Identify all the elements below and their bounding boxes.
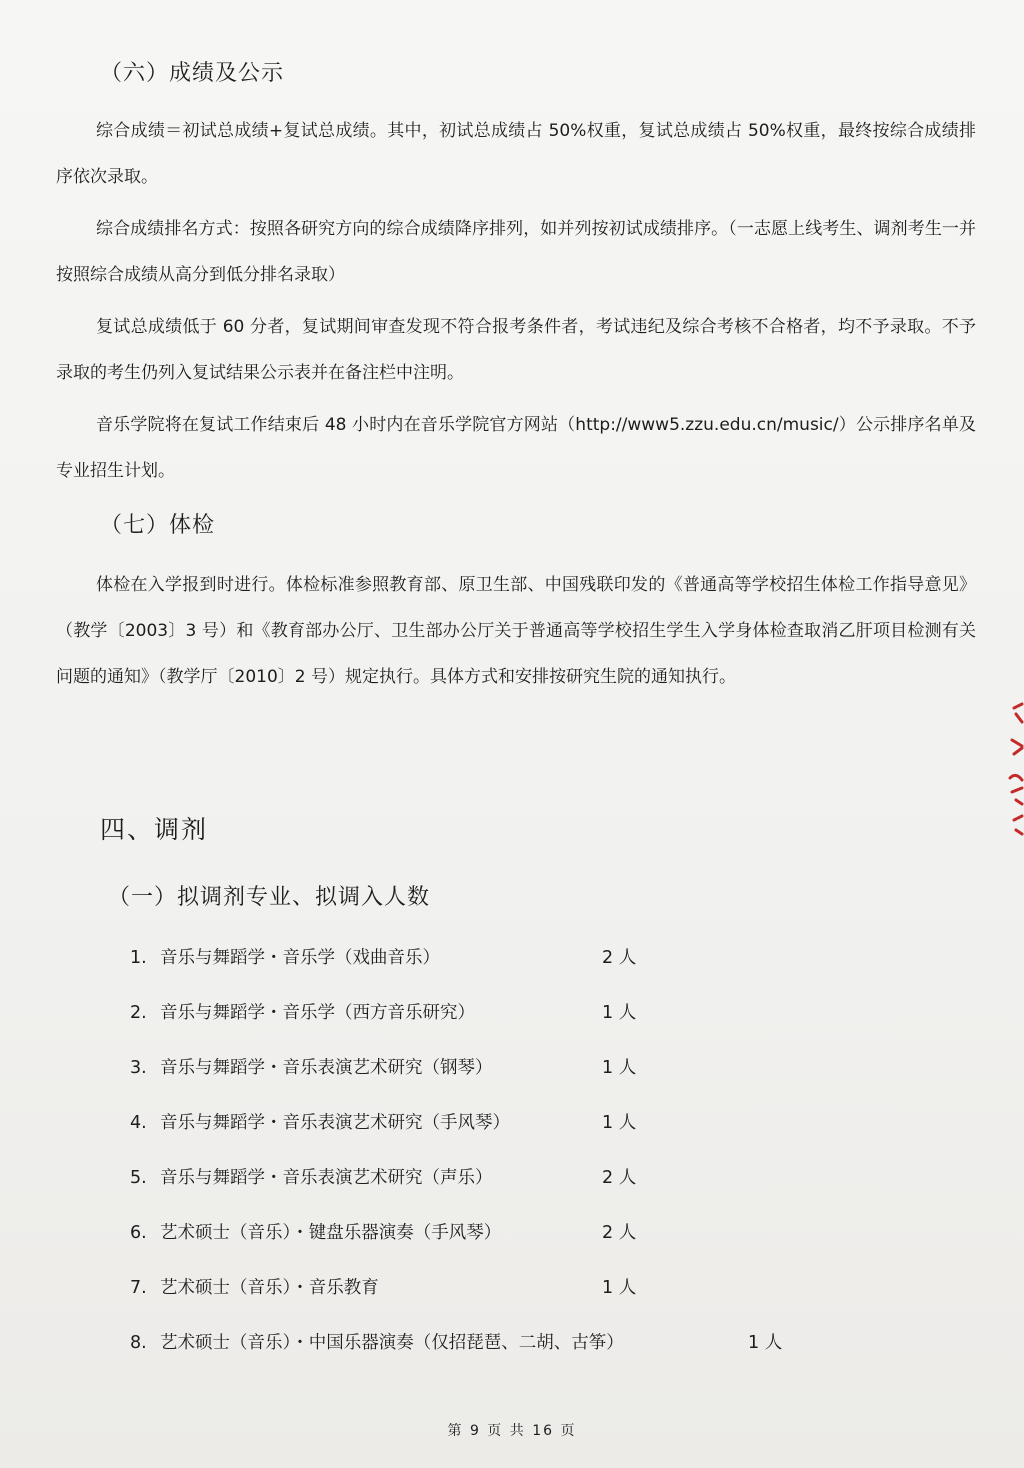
list-item (130, 1050, 890, 1105)
red-seal-fragment (1002, 700, 1024, 840)
item-count: 2 人 (602, 1168, 637, 1188)
item-major: 艺术硕士（音乐）・中国乐器演奏（仅招琵琶、二胡、古筝） (160, 1333, 624, 1353)
item-number: 8. (130, 1333, 147, 1353)
part-4-heading: 四、调剂 (100, 815, 209, 844)
item-number: 6. (130, 1223, 147, 1243)
section-7-body (56, 562, 976, 700)
item-major: 艺术硕士（音乐）・键盘乐器演奏（手风琴） (160, 1223, 502, 1243)
page-footer: 第 9 页 共 16 页 (447, 1423, 577, 1439)
section-6-body (56, 108, 976, 494)
item-count: 2 人 (602, 948, 637, 968)
item-count: 2 人 (602, 1223, 637, 1243)
item-number: 1. (130, 948, 147, 968)
list-item (130, 1160, 890, 1215)
item-count: 1 人 (602, 1278, 637, 1298)
item-major: 音乐与舞蹈学・音乐学（戏曲音乐） (160, 948, 440, 968)
item-major: 音乐与舞蹈学・音乐表演艺术研究（钢琴） (160, 1058, 493, 1078)
section-6-heading: （六）成绩及公示 (100, 61, 285, 86)
paragraph-publication: 音乐学院将在复试工作结束后 48 小时内在音乐学院官方网站（http://www5.zzu.edu.cn/music/）公示排序名单及专业招生计划。 (56, 415, 976, 481)
item-count: 1 人 (602, 1113, 637, 1133)
item-number: 5. (130, 1168, 147, 1188)
paragraph-rejection-rules: 复试总成绩低于 60 分者，复试期间审查发现不符合报考条件者，考试违纪及综合考核不合格者，均不予录取。不予录取的考生仍列入复试结果公示表并在备注栏中注明。 (56, 317, 976, 383)
list-item (130, 1270, 890, 1325)
paragraph-physical-exam: 体检在入学报到时进行。体检标准参照教育部、原卫生部、中国残联印发的《普通高等学校招生体检工作指导意见》（教学〔2003〕3 号）和《教育部办公厅、卫生部办公厅关于普通高等学校招生学生入学身体检查取消乙肝项目检测有关问题的通知》（教学厅〔2010〕2 号）规定执行。具体方式和安排按研究生院的通知执行。 (56, 575, 976, 687)
item-major: 艺术硕士（音乐）・音乐教育 (160, 1278, 379, 1298)
item-number: 2. (130, 1003, 147, 1023)
item-number: 4. (130, 1113, 147, 1133)
adjustment-subheading: （一）拟调剂专业、拟调入人数 (108, 885, 431, 910)
item-major: 音乐与舞蹈学・音乐表演艺术研究（手风琴） (160, 1113, 510, 1133)
adjustment-major-list (130, 940, 890, 1380)
list-item (130, 940, 890, 995)
item-number: 7. (130, 1278, 147, 1298)
paragraph-ranking-method: 综合成绩排名方式：按照各研究方向的综合成绩降序排列，如并列按初试成绩排序。（一志愿上线考生、调剂考生一并按照综合成绩从高分到低分排名录取） (56, 219, 976, 285)
item-count: 1 人 (748, 1333, 783, 1353)
item-count: 1 人 (602, 1003, 637, 1023)
item-count: 1 人 (602, 1058, 637, 1078)
paragraph-composite-score: 综合成绩＝初试总成绩+复试总成绩。其中，初试总成绩占 50%权重，复试总成绩占 50%权重，最终按综合成绩排序依次录取。 (56, 121, 976, 187)
item-major: 音乐与舞蹈学・音乐学（西方音乐研究） (160, 1003, 475, 1023)
item-major: 音乐与舞蹈学・音乐表演艺术研究（声乐） (160, 1168, 493, 1188)
section-7-heading: （七）体检 (100, 513, 216, 538)
list-item (130, 1105, 890, 1160)
list-item (130, 1325, 890, 1380)
list-item (130, 1215, 890, 1270)
list-item (130, 995, 890, 1050)
item-number: 3. (130, 1058, 147, 1078)
